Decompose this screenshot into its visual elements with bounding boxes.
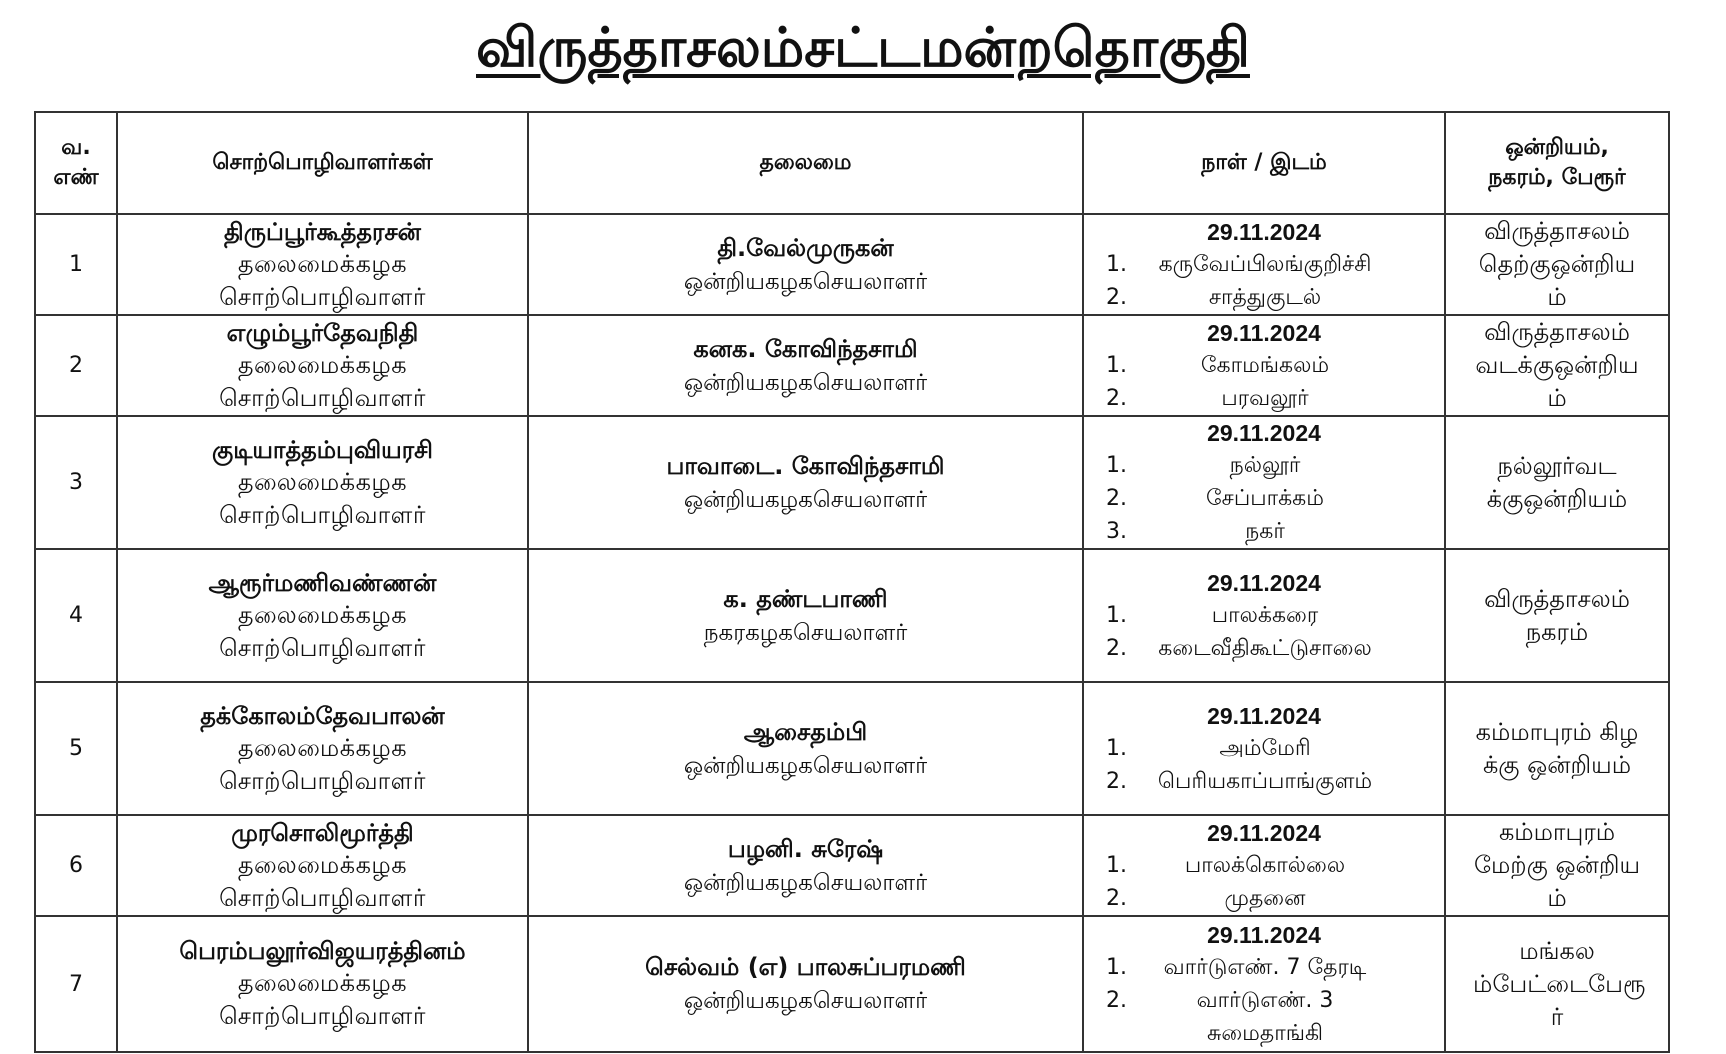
speaker-cell	[117, 416, 528, 549]
event-date: 29.11.2024	[1207, 702, 1321, 729]
table-row	[35, 815, 1669, 916]
lead-cell	[528, 214, 1083, 315]
venue-item: 1. பாலக்கரை	[1134, 599, 1394, 632]
venue-item: 1. பாலக்கொல்லை	[1134, 849, 1394, 882]
venue-item: 1. அம்மேரி	[1134, 732, 1394, 765]
speaker-role	[124, 967, 521, 1033]
page-title-text: விருத்தாசலம்சட்டமன்றதொகுதி	[476, 16, 1250, 79]
speaker-role-text: தலைமைக்கழகசொற்பொழிவாளர்	[219, 467, 426, 529]
venue-item: 1. நல்லூர்	[1134, 449, 1394, 482]
venue-item: 2. பெரியகாப்பாங்குளம்	[1134, 765, 1394, 798]
speaker-role	[124, 349, 521, 415]
date-place-cell	[1083, 549, 1445, 682]
table-row	[35, 416, 1669, 549]
speaker-role-text: தலைமைக்கழகசொற்பொழிவாளர்	[219, 850, 426, 912]
speaker-name: முரசொலிமூர்த்தி	[231, 818, 414, 847]
lead-role: ஒன்றியகழகசெயலாளர்	[683, 752, 928, 779]
venue-item: 1. கருவேப்பிலங்குறிச்சி	[1134, 248, 1394, 281]
row-number: 5	[35, 682, 117, 815]
venue-list	[1090, 732, 1394, 798]
table-row	[35, 214, 1669, 315]
speaker-role-text: தலைமைக்கழகசொற்பொழிவாளர்	[219, 249, 426, 311]
speaker-role-text: தலைமைக்கழகசொற்பொழிவாளர்	[219, 350, 426, 412]
speaker-cell	[117, 916, 528, 1052]
lead-cell	[528, 315, 1083, 416]
lead-role: ஒன்றியகழகசெயலாளர்	[683, 988, 928, 1014]
header-sno	[35, 112, 117, 214]
lead-name: பாவாடை. கோவிந்தசாமி	[666, 451, 945, 480]
union-name	[1452, 583, 1662, 649]
lead-name: கனக. கோவிந்தசாமி	[693, 334, 918, 363]
venue-item: 1. வார்டுஎண். 7 தேரடி	[1134, 951, 1394, 984]
header-union	[1445, 112, 1669, 214]
lead-name: தி.வேல்முருகன்	[717, 233, 894, 262]
lead-role: நகரகழகசெயலாளர்	[703, 619, 908, 646]
lead-name: க. தண்டபாணி	[723, 584, 888, 613]
date-place-cell	[1083, 315, 1445, 416]
lead-name: செல்வம் (எ) பாலசுப்பரமணி	[645, 953, 966, 981]
union-name	[1452, 316, 1662, 415]
date-place-cell	[1083, 916, 1445, 1052]
venue-list	[1090, 248, 1394, 314]
header-date-place: நாள் / இடம்	[1083, 112, 1445, 214]
union-cell	[1445, 916, 1669, 1052]
speaker-cell	[117, 214, 528, 315]
venue-item: 1. கோமங்கலம்	[1134, 349, 1394, 382]
speaker-name: எழும்பூர்தேவநிதி	[226, 318, 419, 347]
lead-role: ஒன்றியகழகசெயலாளர்	[683, 369, 928, 396]
speaker-cell	[117, 315, 528, 416]
union-name-text: விருத்தாசலம் வடக்குஒன்றியம்	[1475, 318, 1639, 412]
union-name-text: கம்மாபுரம் மேற்கு ஒன்றியம்	[1473, 818, 1641, 912]
union-cell	[1445, 549, 1669, 682]
row-number: 3	[35, 416, 117, 549]
event-date: 29.11.2024	[1207, 819, 1321, 846]
table-row	[35, 916, 1669, 1052]
row-number: 7	[35, 916, 117, 1052]
event-date: 29.11.2024	[1207, 569, 1321, 596]
speaker-cell	[117, 815, 528, 916]
header-sno-text: வ. எண்	[53, 135, 99, 190]
lead-role: ஒன்றியகழகசெயலாளர்	[683, 486, 928, 513]
union-name-text: நல்லூர்வடக்குஒன்றியம்	[1486, 451, 1628, 513]
speaker-name: திருப்பூர்கூத்தரசன்	[224, 217, 421, 246]
table-row	[35, 315, 1669, 416]
schedule-table	[34, 111, 1670, 1053]
table-row	[35, 682, 1669, 815]
venue-list	[1090, 951, 1394, 1050]
speaker-name: குடியாத்தம்புவியரசி	[212, 435, 433, 464]
speaker-cell	[117, 549, 528, 682]
table-row	[35, 549, 1669, 682]
header-speakers: சொற்பொழிவாளர்கள்	[117, 112, 528, 214]
speaker-role	[124, 599, 521, 665]
venue-item: 2. சேப்பாக்கம்	[1134, 482, 1394, 515]
table-body	[35, 214, 1669, 1052]
date-place-cell	[1083, 682, 1445, 815]
venue-list	[1090, 599, 1394, 665]
union-name	[1452, 215, 1662, 314]
speaker-name: ஆரூர்மணிவண்ணன்	[208, 568, 437, 597]
venue-item: 2. சாத்துகுடல்	[1134, 281, 1394, 314]
date-place-cell	[1083, 815, 1445, 916]
speaker-role-text: தலைமைக்கழகசொற்பொழிவாளர்	[219, 733, 426, 795]
venue-list	[1090, 349, 1394, 415]
event-date: 29.11.2024	[1207, 218, 1321, 245]
page-title	[0, 8, 1726, 88]
lead-cell	[528, 815, 1083, 916]
union-name	[1452, 935, 1662, 1034]
union-name	[1452, 450, 1662, 516]
speaker-cell	[117, 682, 528, 815]
union-name-text: விருத்தாசலம் நகரம்	[1484, 584, 1630, 646]
venue-item: 2. முதனை	[1134, 882, 1394, 915]
venue-item: 2. பரவலூர்	[1134, 382, 1394, 415]
lead-cell	[528, 916, 1083, 1052]
event-date: 29.11.2024	[1207, 921, 1321, 948]
venue-list	[1090, 449, 1394, 548]
lead-name: ஆசைதம்பி	[743, 717, 868, 746]
row-number: 4	[35, 549, 117, 682]
lead-role: ஒன்றியகழகசெயலாளர்	[683, 869, 928, 896]
speaker-role	[124, 849, 521, 915]
table-header-row	[35, 112, 1669, 214]
lead-name: பழனி. சுரேஷ்	[727, 834, 884, 863]
union-name-text: கம்மாபுரம் கிழக்கு ஒன்றியம்	[1475, 717, 1639, 779]
lead-role: ஒன்றியகழகசெயலாளர்	[683, 268, 928, 295]
union-name-text: விருத்தாசலம் தெற்குஒன்றியம்	[1478, 217, 1636, 311]
lead-cell	[528, 682, 1083, 815]
lead-cell	[528, 549, 1083, 682]
date-place-cell	[1083, 416, 1445, 549]
row-number: 2	[35, 315, 117, 416]
venue-list	[1090, 849, 1394, 915]
header-lead: தலைமை	[528, 112, 1083, 214]
union-cell	[1445, 315, 1669, 416]
lead-cell	[528, 416, 1083, 549]
date-place-cell	[1083, 214, 1445, 315]
union-cell	[1445, 682, 1669, 815]
union-name	[1452, 816, 1662, 915]
venue-item: 3. நகர்	[1134, 515, 1394, 548]
event-date: 29.11.2024	[1207, 319, 1321, 346]
speaker-role	[124, 732, 521, 798]
venue-item: 2. வார்டுஎண். 3 சுமைதாங்கி	[1134, 984, 1394, 1050]
speaker-name: பெரம்பலூர்விஜயரத்தினம்	[179, 937, 466, 965]
union-cell	[1445, 416, 1669, 549]
row-number: 1	[35, 214, 117, 315]
event-date: 29.11.2024	[1207, 420, 1321, 446]
header-union-text: ஒன்றியம், நகரம், பேரூர்	[1488, 135, 1626, 190]
row-number: 6	[35, 815, 117, 916]
speaker-role	[124, 248, 521, 314]
venue-item: 2. கடைவீதிகூட்டுசாலை	[1134, 632, 1394, 665]
speaker-role-text: தலைமைக்கழகசொற்பொழிவாளர்	[219, 969, 426, 1030]
union-name	[1452, 716, 1662, 782]
union-cell	[1445, 214, 1669, 315]
speaker-role-text: தலைமைக்கழகசொற்பொழிவாளர்	[219, 600, 426, 662]
union-name-text: மங்கலம்பேட்டைபேரூர்	[1473, 936, 1646, 1031]
union-cell	[1445, 815, 1669, 916]
speaker-name: தக்கோலம்தேவபாலன்	[200, 701, 445, 730]
speaker-role	[124, 466, 521, 532]
